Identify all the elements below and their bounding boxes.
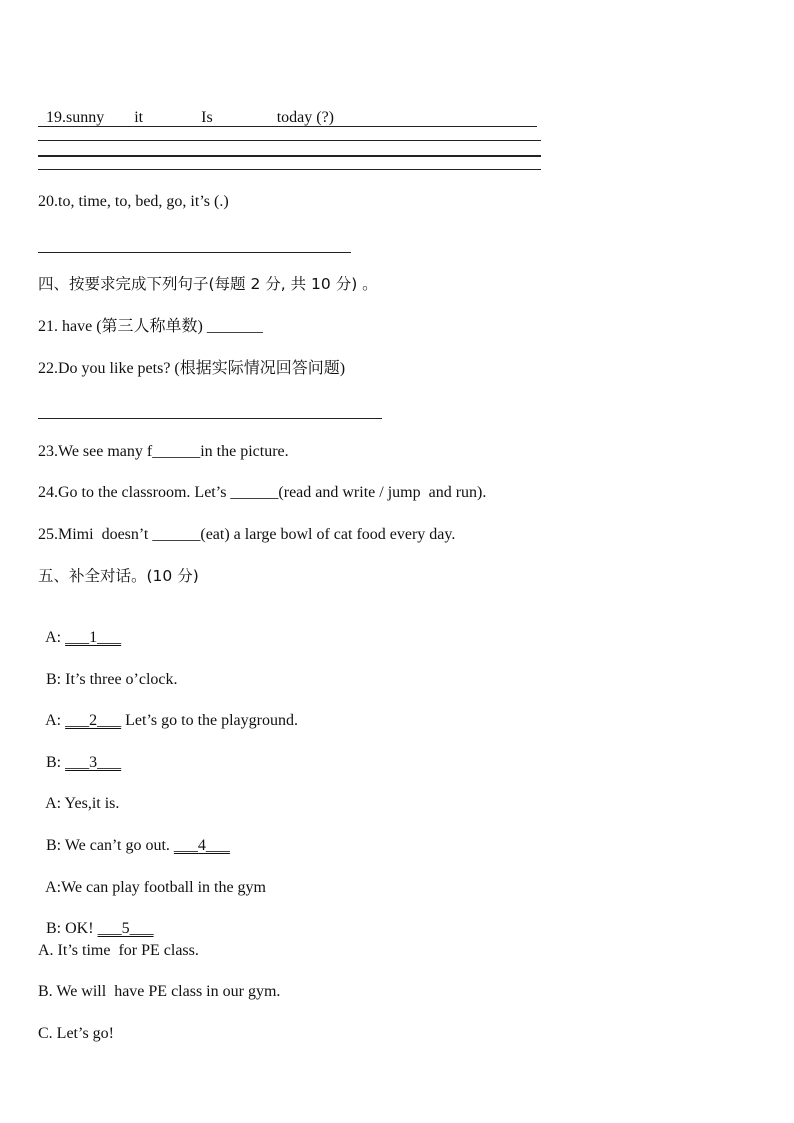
dialogue-blank-5: ___5___ [97,920,154,937]
dialogue-speaker: B: It’s three o’clock. [46,671,178,688]
q19-line [38,88,334,128]
dialogue-line-2 [38,650,178,690]
q19-word-3: Is [201,109,213,126]
q21-text: 21. have (第三人称单数) _______ [38,318,263,335]
q20-text: 20.to, time, to, bed, go, it’s (.) [38,193,229,210]
section4-title: 四、按要求完成下列句子(每题 2 分, 共 10 分) 。 [38,275,378,293]
q22-text: 22.Do you like pets? (根据实际情况回答问题) [38,360,346,377]
dialogue-speaker: A: [45,629,66,646]
q23-text: 23.We see many f______in the picture. [38,443,289,460]
dialogue-after: Let’s go to the playground. [121,712,298,729]
dialogue-speaker: A: [45,712,66,729]
dialogue-speaker: B: OK! [46,920,98,937]
option-a: A. It’s time for PE class. [38,942,199,959]
q19-word-1: sunny [66,109,105,126]
dialogue-line-3 [38,691,298,731]
dialogue-line-4 [38,733,121,773]
section5-title: 五、补全对话。(10 分) [38,567,199,585]
dialogue-line-7 [38,858,266,898]
dialogue-blank-3: ___3___ [65,754,122,771]
q25-text: 25.Mimi doesn’t ______(eat) a large bowl of cat food every day. [38,526,456,543]
q19-word-4: today (?) [276,109,334,126]
q24-text: 24.Go to the classroom. Let’s ______(read and write / jump and run). [38,484,487,501]
dialogue-line-1 [38,608,121,648]
answer-line-19b [38,140,541,141]
dialogue-speaker: B: We can’t go out. [46,837,174,854]
answer-line-19c [38,155,541,157]
answer-line-19d [38,169,541,170]
dialogue-blank-4: ___4___ [173,837,230,854]
dialogue-speaker: A:We can play football in the gym [45,879,266,896]
dialogue-line-6 [38,816,230,856]
q19-word-2: it [134,109,144,126]
dialogue-speaker: B: [46,754,66,771]
answer-line-22 [38,418,382,419]
dialogue-blank-2: ___2___ [65,712,122,729]
q19-number: 19. [46,109,66,126]
option-c: C. Let’s go! [38,1025,114,1042]
dialogue-blank-1: ___1___ [65,629,122,646]
answer-line-20 [38,252,351,253]
option-b: B. We will have PE class in our gym. [38,983,281,1000]
dialogue-line-8 [38,899,154,939]
answer-line-19a [38,126,537,127]
dialogue-line-5 [38,774,119,814]
dialogue-speaker: A: Yes,it is. [45,795,120,812]
